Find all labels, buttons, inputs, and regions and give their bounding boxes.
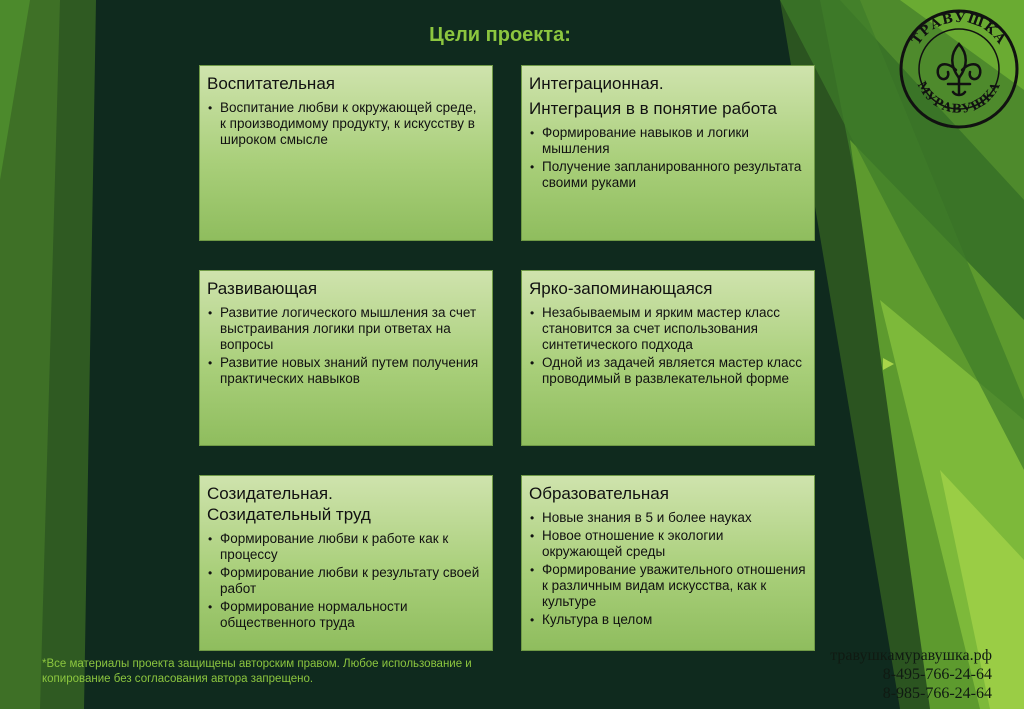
card-title-wrap (207, 278, 484, 299)
bullet-list (529, 305, 806, 387)
card-title: Образовательная (529, 484, 669, 503)
fleur-de-lis-icon (938, 44, 981, 95)
card-title-wrap (529, 483, 806, 504)
page-title: Цели проекта: (429, 24, 571, 46)
logo (898, 8, 1020, 130)
bullet-list (207, 305, 484, 387)
bullet-item: • Формирование нормальности общественного труда (207, 599, 484, 631)
card-subtitle: Интеграция в в понятие работа (529, 99, 777, 118)
bullet-item: • Развитие новых знаний путем получения практических навыков (207, 355, 484, 387)
logo-top-text: ТРАВУШКА (909, 10, 1009, 48)
bullet-item: • Незабываемым и ярким мастер класс становится за счет использования синтетического подхода (529, 305, 806, 353)
goal-card-creative (199, 475, 493, 651)
logo-bottom-text: МУРАВУШКА (914, 78, 1004, 116)
bullet-item: • Воспитание любви к окружающей среде, к производимому продукту, к искусству в широком смысле (207, 100, 484, 148)
goal-card-developing (199, 270, 493, 446)
goal-card-memorable (521, 270, 815, 446)
copyright-disclaimer: *Все материалы проекта защищены авторским правом. Любое использование и копирование без согласования автора запрещено. (42, 658, 472, 685)
bullet-list (207, 531, 484, 631)
bullet-item: • Формирование любви к результату своей работ (207, 565, 484, 597)
card-title: Воспитательная (207, 74, 335, 93)
card-title-wrap (529, 278, 806, 299)
goal-card-upbringing (199, 65, 493, 241)
bullet-item: • Формирование уважительного отношения к различным видам искусства, как к культуре (529, 562, 806, 610)
website-link[interactable]: травушкамуравушка.рф (830, 647, 992, 664)
phone-number: 8-495-766-24-64 (882, 666, 992, 683)
card-title: Ярко-запоминающаяся (529, 279, 713, 298)
card-subtitle: Созидательный труд (207, 505, 371, 524)
card-title-wrap (207, 73, 484, 94)
bullet-item: • Развитие логического мышления за счет выстраивания логики при ответах на вопросы (207, 305, 484, 353)
bullet-list (529, 125, 806, 191)
card-title-wrap (529, 73, 806, 119)
bullet-item: • Формирование любви к работе как к процессу (207, 531, 484, 563)
phone-number: 8-985-766-24-64 (882, 685, 992, 702)
goal-card-integration (521, 65, 815, 241)
goal-card-educational (521, 475, 815, 651)
bullet-list (529, 510, 806, 628)
card-title-wrap (207, 483, 484, 525)
bullet-item: • Новые знания в 5 и более науках (529, 510, 806, 526)
card-title: Интеграционная. (529, 74, 664, 93)
card-title: Созидательная. (207, 484, 333, 503)
bullet-item: • Получение запланированного результата своими руками (529, 159, 806, 191)
bullet-item: • Новое отношение к экологии окружающей среды (529, 528, 806, 560)
bullet-item: • Формирование навыков и логики мышления (529, 125, 806, 157)
bullet-list (207, 100, 484, 148)
card-title: Развивающая (207, 279, 318, 298)
contacts-block (830, 646, 992, 703)
bullet-item: • Одной из задачей является мастер класс проводимый в развлекательной форме (529, 355, 806, 387)
bullet-item: • Культура в целом (529, 612, 806, 628)
